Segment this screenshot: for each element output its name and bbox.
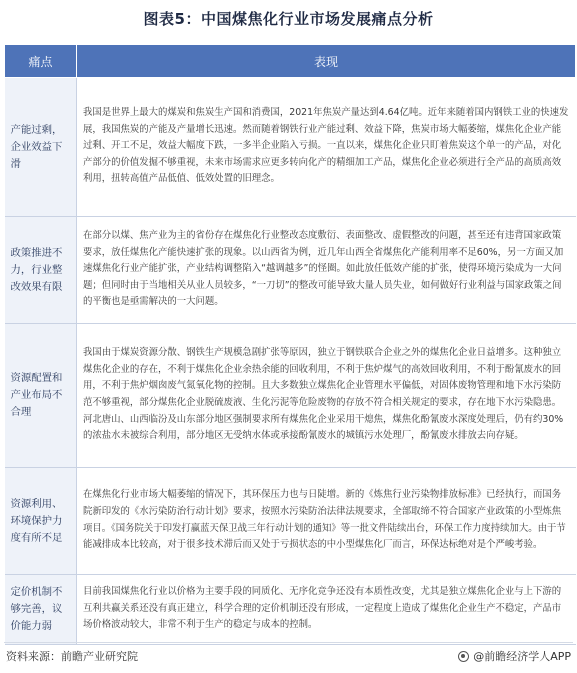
pain-cell: 产能过剩，企业效益下滑 (5, 78, 77, 217)
brand-credit (458, 648, 571, 664)
table-header-row (5, 45, 576, 78)
performance-cell: 在部分以煤、焦产业为主的省份存在煤焦化行业整改态度敷衍、表面整改、虚假整改的问题，甚至还有违背国家政策要求，放任煤焦化产能快速扩张的现象。以山西省为例，近几年山西全省煤焦化产能利用率不足60%，另一方面又加速煤焦化行业产能扩张，产业结构调整陷入“越调越多”的怪圈。如此放任低效产能的扩张，使得环境污染成为一大问题；但同时由于当地相关从业人员较多，“一刀切”的整改可能导致大量人员失业，如何做好行业利益与国家政策之间的平衡也是亟需解决的一大问题。 (77, 217, 576, 324)
logo-circle-icon (458, 651, 469, 662)
table-row (5, 468, 576, 575)
table-row (5, 324, 576, 468)
pain-point-table (4, 44, 576, 645)
footer-divider (4, 642, 573, 643)
table-row (5, 575, 576, 645)
pain-cell: 资源利用、环境保护力度有所不足 (5, 468, 77, 575)
brand-label: @前瞻经济学人APP (473, 650, 571, 663)
chart-title: 图表5：中国煤焦化行业市场发展痛点分析 (143, 10, 434, 28)
performance-cell: 我国由于煤炭资源分散、钢铁生产规模急剧扩张等原因，独立于钢铁联合企业之外的煤焦化企业日益增多。这种独立煤焦化企业的存在，不利于煤焦化企业余热余能的回收利用，不利于焦炉煤气的高效回收利用，不利于酚氰废水的回用，不利于焦炉烟囱废气氮氧化物的控制。且大多数独立煤焦化企业管理水平偏低，对固体废物管理和地下水污染防范不够重视，部分煤焦化企业脱硫废液、生化污泥等危险废物的存放不符合相关规定的要求，存在地下水污染隐患。河北唐山、山西临汾及山东部分地区强制要求所有煤焦化企业采用干熄焦，煤焦化酚氰废水深度处理后，仍有约30%的浓盐水未被综合利用，部分地区无受纳水体或承接酚氰废水的城镇污水处理厂，酚氰废水排放去向存疑。 (77, 324, 576, 468)
table-row (5, 217, 576, 324)
pain-cell: 资源配置和产业布局不合理 (5, 324, 77, 468)
table-row (5, 78, 576, 217)
source-note: 资料来源：前瞻产业研究院 (6, 650, 138, 663)
performance-cell: 我国是世界上最大的煤炭和焦炭生产国和消费国，2021年焦炭产量达到4.64亿吨。近年来随着国内钢铁工业的快速发展，我国焦炭的产能及产量增长迅速。然而随着钢铁行业产能过剩、效益下降，焦炭市场大幅萎缩，煤焦化企业产能过剩、开工不足，效益大幅度下跌，一多半企业陷入亏损。一直以来，煤焦化企业只盯着焦炭这个单一的产品，对化产部分的价值发掘不够重视，未来市场需求应更多转向化产的精细加工产品，煤焦化企业必须进行全产品的高质高效利用，扭转高值产品低值、低效处置的旧理念。 (77, 78, 576, 217)
header-performance: 表现 (77, 45, 576, 78)
performance-cell: 目前我国煤焦化行业以价格为主要手段的同质化、无序化竞争还没有本质性改变，尤其是独立煤焦化企业与上下游的互利共赢关系还没有真正建立，科学合理的定价机制还没有形成，一定程度上造成了煤焦化企业生产不稳定，产品市场价格波动较大，非常不利于生产的稳定与成本的控制。 (77, 575, 576, 645)
pain-cell: 定价机制不够完善，议价能力弱 (5, 575, 77, 645)
header-pain: 痛点 (5, 45, 77, 78)
pain-cell: 政策推进不力，行业整改效果有限 (5, 217, 77, 324)
performance-cell: 在煤焦化行业市场大幅萎缩的情况下，其环保压力也与日陡增。新的《炼焦行业污染物排放标准》已经执行，而国务院新印发的《水污染防治行动计划》要求，按照水污染防治法律法规要求，全部取缔不符合国家产业政策的小型炼焦项目。《国务院关于印发打赢蓝天保卫战三年行动计划的通知》等一批文件陆续出台，环保工作力度持续加大。由于节能减排成本比较高，对于很多技术滞后而又处于亏损状态的中小型煤焦化厂而言，环保达标绝对是个严峻考验。 (77, 468, 576, 575)
